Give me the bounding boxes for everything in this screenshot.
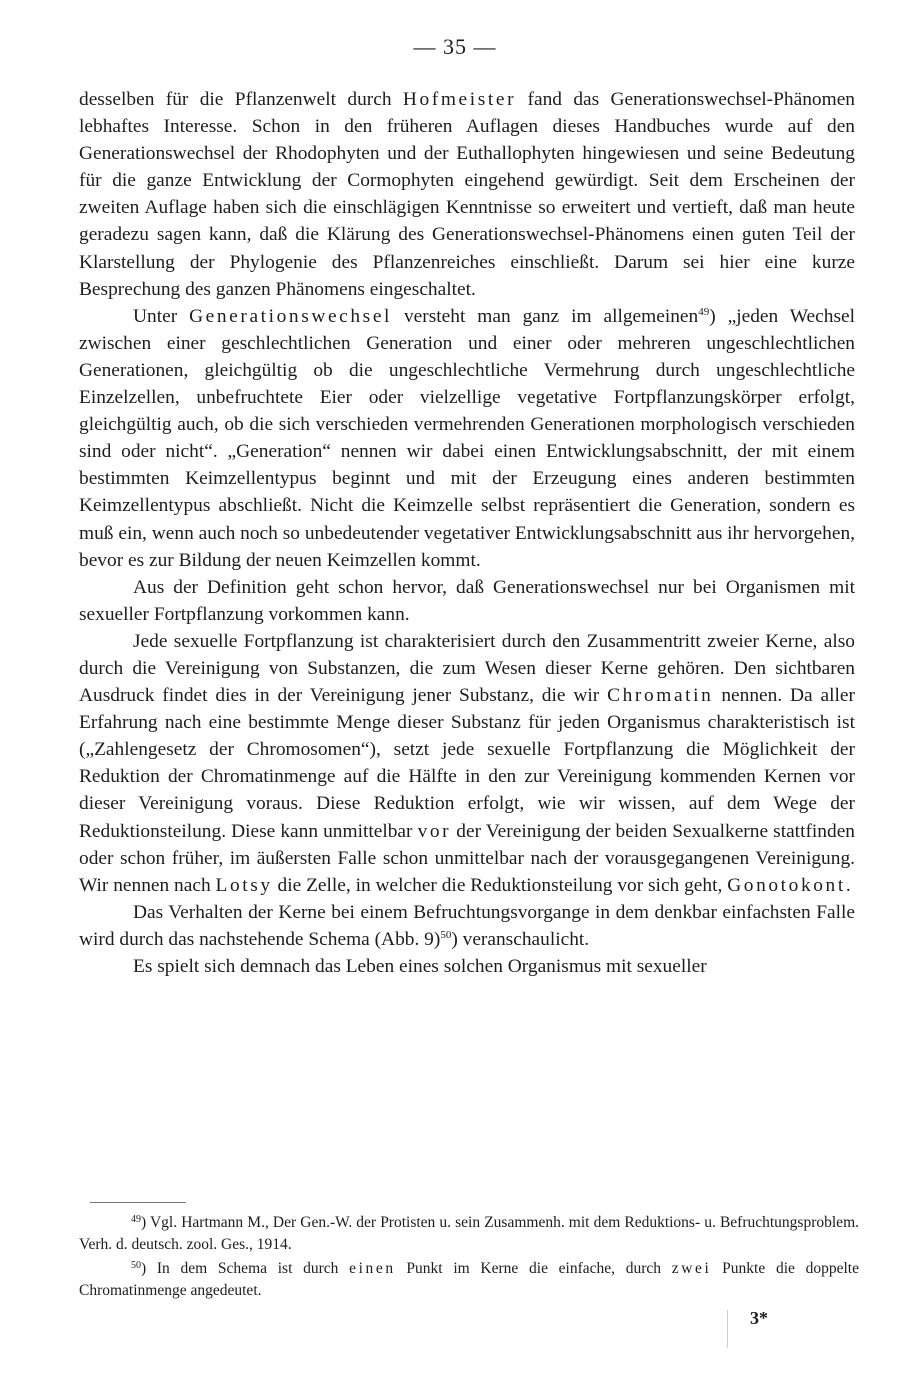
text-run: nennen. Da aller Erfahrung nach eine bestimmte Menge dieser Substanz für jeden Organismus charakteristisch ist („Zahlengesetz der Chromosomen“), setzt jede sexuelle Fortpflanzung die Möglichkeit der Reduktion der Chromatinmenge auf die Hälfte in den zur Vereinigung kommenden Kernen vor dieser Vereinigung voraus. Diese Reduktion erfolgt, wie wir wissen, auf dem Wege der Reduktionsteilung. Diese kann unmittelbar [79,685,855,842]
body-text [79,86,855,980]
footnote-divider [90,1202,186,1203]
text-run: Unter [133,305,190,327]
text-run: desselben für die Pflanzenwelt durch [79,89,403,110]
text-run: ) In dem Schema ist durch [141,1260,350,1277]
text-run: versteht man ganz im allgemeinen [392,305,699,327]
text-run: ) veranschaulicht. [451,928,590,950]
spaced-emphasis: zwei [671,1260,712,1277]
footnote [79,1212,859,1256]
text-run: ) Vgl. Hartmann M., Der Gen.-W. der Protisten u. sein Zusammenh. mit dem Reduktions- u. Befruchtungsproblem. Verh. d. deutsch. zool. Ges., 1914. [79,1214,859,1253]
text-run: fand das Generationswechsel-Phänomen lebhaftes Interesse. Schon in den früheren Auflagen dieses Handbuches wurde auf den Generationswechsel der Rhodophyten und der Euthallophyten hingewiesen und seine Bedeutung für die ganze Entwicklung der Cormophyten eingehend gewürdigt. Seit dem Erscheinen der zweiten Auflage haben sich die einschlägigen Kenntnisse so erweitert und vertieft, daß man heute geradezu sagen kann, daß die Klärung des Generationswechsel-Phänomens einen guten Teil der Klarstellung der Phylogenie des Pflanzenreiches einschließt. Darum sei hier eine kurze Besprechung des ganzen Phänomens eingeschaltet. [79,89,856,300]
paragraph [79,899,855,953]
footnotes [79,1212,859,1304]
text-run: Aus der Definition geht schon hervor, daß Generationswechsel nur bei Organismen mit sexueller Fortpflanzung vorkommen kann. [79,576,855,625]
spaced-emphasis: Gonotokont [727,874,846,896]
text-run: ) „jeden Wechsel zwischen einer geschlechtlichen Generation und einer oder mehreren ungeschlechtlichen Generationen, gleichgültig ob die ungeschlechtliche Vermehrung durch ungeschlechtliche Einzelzellen, unbefruchtete Eier oder vielzellige vegetative Fortpflanzungskörper erfolgt, gleichgültig auch, ob die sich verschieden vermehrenden Generationen morphologisch verschieden sind oder nicht“. „Generation“ nennen wir dabei einen Entwicklungsabschnitt, der mit einem bestimmten Keimzellentypus beginnt und mit der Erzeugung eines anderen bestimmten Keimzellentypus abschließt. Nicht die Keimzelle selbst repräsentiert die Generation, sondern es muß ein, wenn auch noch so unbedeutender vegetativer Entwicklungsabschnitt aus ihr hervorgehen, bevor es zur Bildung der neuen Keimzellen kommt. [79,305,855,571]
footnote-ref: 49 [698,305,710,318]
page-number: — 35 — [413,34,497,59]
text-run: Das Verhalten der Kerne bei einem Befruchtungsvorgange in dem denkbar einfachsten Falle wird durch das nachstehende Schema (Abb. 9) [79,901,855,950]
paragraph [79,86,855,303]
spaced-emphasis: Chromatin [607,685,714,707]
paragraph [79,953,855,980]
spaced-emphasis: vor [417,820,452,842]
footnote-ref: 50 [440,928,452,941]
footnote-marker: 49 [131,1214,141,1225]
spaced-emphasis: einen [349,1260,396,1277]
spaced-emphasis: Lotsy [215,874,273,896]
spaced-emphasis: Generationswechsel [189,305,393,327]
text-run: Punkt im Kerne die einfache, durch [395,1260,672,1277]
text-run: Jede sexuelle Fortpflanzung ist charakterisiert durch den Zusammentritt zweier Kerne, also durch die Vereinigung von Substanzen, die zum Wesen dieser Kerne gehören. Den sichtbaren Ausdruck findet dies in der Vereinigung jener Substanz, die wir [79,630,855,707]
footnote-marker: 50 [131,1260,141,1271]
text-run: die Zelle, in welcher die Reduktionsteilung vor sich geht, [272,874,728,896]
signature-mark: 3* [750,1308,768,1328]
scan-mark [727,1310,728,1348]
text-run: der Vereinigung der beiden Sexualkerne stattfinden oder schon früher, im äußersten Falle schon unmittelbar nach der vorausgegangenen Vereinigung. Wir nennen nach [79,820,855,896]
spaced-emphasis: Hofmeister [402,89,517,110]
footnote [79,1258,859,1302]
text-run: Es spielt sich demnach das Leben eines solchen Organismus mit sexueller [133,956,707,977]
paragraph [79,574,855,628]
paragraph [79,303,855,574]
text-run: Punkte die doppelte Chromatinmenge angedeutet. [79,1260,859,1299]
text-run: . [845,874,851,896]
paragraph [79,628,855,899]
